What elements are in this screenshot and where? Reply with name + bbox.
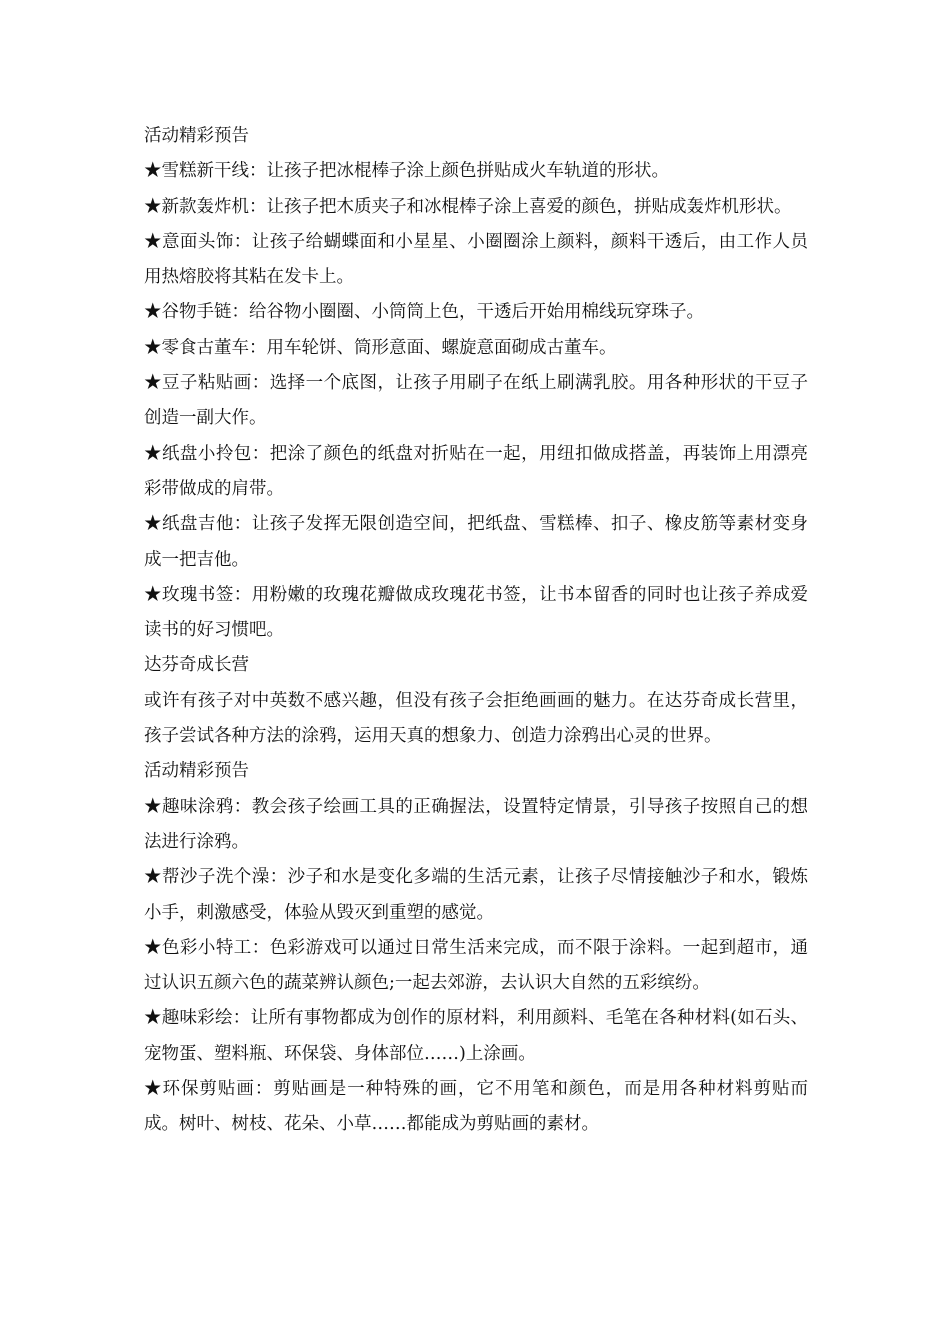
activity-item-snack-car: ★零食古董车：用车轮饼、筒形意面、螺旋意面砌成古董车。 [144, 337, 617, 358]
activity-item-popsicle-train: ★雪糕新干线：让孩子把冰棍棒子涂上颜色拼贴成火车轨道的形状。 [144, 161, 669, 182]
activity-item-paper-plate-bag: ★纸盘小拎包：把涂了颜色的纸盘对折贴在一起，用纽扣做成搭盖，再装饰上用漂亮彩带做成的肩带。 [144, 443, 808, 499]
section-heading-davinci-camp: 达芬奇成长营 [144, 655, 249, 676]
activity-item-color-agent: ★色彩小特工：色彩游戏可以通过日常生活来完成，而不限于涂料。一起到超市，通过认识五颜六色的蔬菜辨认颜色;一起去郊游，去认识大自然的五彩缤纷。 [144, 937, 808, 994]
section-subheading-activity-preview: 活动精彩预告 [144, 761, 249, 782]
activity-item-fun-doodle: ★趣味涂鸦：教会孩子绘画工具的正确握法，设置特定情景，引导孩子按照自己的想法进行涂鸦。 [144, 796, 808, 852]
activity-item-eco-collage: ★环保剪贴画：剪贴画是一种特殊的画，它不用笔和颜色，而是用各种材料剪贴而成。树叶、树枝、花朵、小草……都能成为剪贴画的素材。 [144, 1079, 808, 1135]
activity-item-rose-bookmark: ★玫瑰书签：用粉嫩的玫瑰花瓣做成玫瑰花书签，让书本留香的同时也让孩子养成爱读书的好习惯吧。 [144, 584, 808, 641]
davinci-camp-intro: 或许有孩子对中英数不感兴趣，但没有孩子会拒绝画画的魅力。在达芬奇成长营里，孩子尝试各种方法的涂鸦，运用天真的想象力、创造力涂鸦出心灵的世界。 [144, 690, 808, 747]
activity-item-bomber: ★新款轰炸机：让孩子把木质夹子和冰棍棒子涂上喜爱的颜色，拼贴成轰炸机形状。 [144, 196, 792, 217]
activity-item-pasta-headwear: ★意面头饰：让孩子给蝴蝶面和小星星、小圈圈涂上颜料，颜料干透后，由工作人员用热熔胶将其粘在发卡上。 [144, 231, 808, 288]
document-body [144, 119, 808, 1143]
activity-item-sand-bath: ★帮沙子洗个澡：沙子和水是变化多端的生活元素，让孩子尽情接触沙子和水，锻炼小手，刺激感受，体验从毁灭到重塑的感觉。 [144, 867, 808, 923]
activity-item-paper-plate-guitar: ★纸盘吉他：让孩子发挥无限创造空间，把纸盘、雪糕棒、扣子、橡皮筋等素材变身成一把吉他。 [144, 514, 808, 570]
activity-item-bean-collage: ★豆子粘贴画：选择一个底图，让孩子用刷子在纸上刷满乳胶。用各种形状的干豆子创造一副大作。 [144, 373, 808, 429]
activity-item-fun-painting: ★趣味彩绘：让所有事物都成为创作的原材料，利用颜料、毛笔在各种材料(如石头、宠物蛋、塑料瓶、环保袋、身体部位……)上涂画。 [144, 1008, 808, 1064]
section-heading-activity-preview: 活动精彩预告 [144, 126, 249, 146]
activity-item-cereal-bracelet: ★谷物手链：给谷物小圈圈、小筒筒上色，干透后开始用棉线玩穿珠子。 [144, 302, 704, 323]
